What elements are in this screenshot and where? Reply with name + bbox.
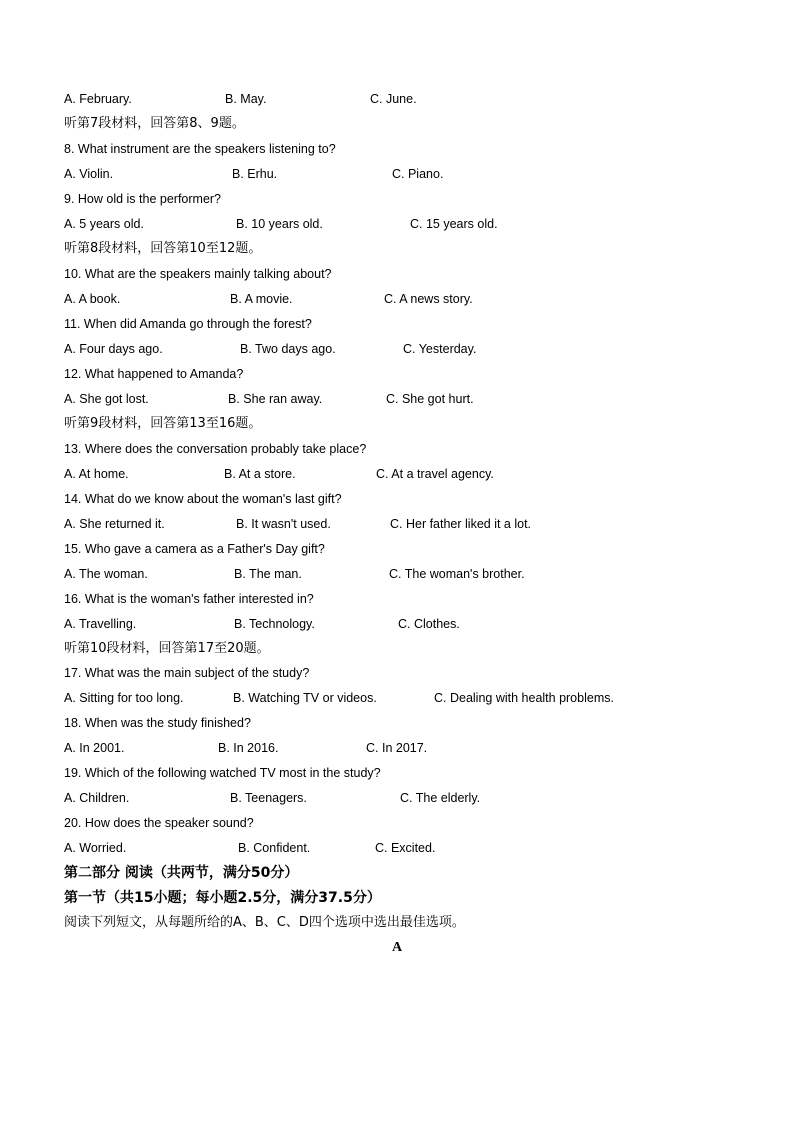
option-a: A. February. [64,92,132,106]
question-18: 18. When was the study finished? [64,716,251,730]
option-c: C. Clothes. [398,617,460,631]
option-b: B. Confident. [238,841,311,855]
option-a: A. Violin. [64,167,114,181]
option-b: B. At a store. [224,467,296,481]
option-a: A. She got lost. [64,392,149,406]
question-14: 14. What do we know about the woman's last gift? [64,492,342,506]
question-9: 9. How old is the performer? [64,192,222,206]
option-c: C. June. [370,92,417,106]
question-19: 19. Which of the following watched TV most in the study? [64,766,381,780]
option-a: A. Worried. [64,841,127,855]
option-a: A. In 2001. [64,741,125,755]
passage-label: A [391,940,403,955]
option-c: C. The woman's brother. [389,567,525,581]
option-b: B. Technology. [234,617,315,631]
option-c: C. 15 years old. [410,217,498,231]
question-12: 12. What happened to Amanda? [64,367,244,381]
option-c: C. At a travel agency. [376,467,494,481]
option-a: A. 5 years old. [64,217,144,231]
option-a: A. Children. [64,791,130,805]
option-c: C. She got hurt. [386,392,474,406]
question-13: 13. Where does the conversation probably take place? [64,442,367,456]
option-b: B. In 2016. [218,741,279,755]
question-17: 17. What was the main subject of the study? [64,666,310,680]
option-b: B. Two days ago. [240,342,336,356]
option-b: B. 10 years old. [236,217,323,231]
section-heading: 听第7段材料，回答第8、9题。 [64,116,245,131]
question-10: 10. What are the speakers mainly talking about? [64,267,332,281]
option-a: A. Sitting for too long. [64,691,184,705]
question-15: 15. Who gave a camera as a Father's Day gift? [64,542,325,556]
option-a: A. She returned it. [64,517,165,531]
part-heading: 第二部分 阅读（共两节，满分50分） [64,865,299,881]
option-c: C. Her father liked it a lot. [390,517,532,531]
option-b: B. A movie. [230,292,293,306]
option-c: C. Dealing with health problems. [434,691,614,705]
option-b: B. Erhu. [232,167,278,181]
section-heading: 听第8段材料，回答第10至12题。 [64,241,262,256]
option-c: C. The elderly. [400,791,481,805]
question-11: 11. When did Amanda go through the forest? [64,317,312,331]
section-heading: 听第9段材料，回答第13至16题。 [64,416,262,431]
option-b: B. The man. [234,567,302,581]
option-a: A. Travelling. [64,617,137,631]
option-c: C. Excited. [375,841,436,855]
question-16: 16. What is the woman's father interested in? [64,592,314,606]
option-b: B. Teenagers. [230,791,307,805]
question-20: 20. How does the speaker sound? [64,816,254,830]
option-b: B. It wasn't used. [236,517,331,531]
option-b: B. Watching TV or videos. [233,691,377,705]
option-a: A. A book. [64,292,121,306]
option-a: A. The woman. [64,567,148,581]
option-c: C. In 2017. [366,741,428,755]
section-heading: 听第10段材料，回答第17至20题。 [64,641,270,656]
option-c: C. Yesterday. [403,342,477,356]
option-a: A. At home. [64,467,129,481]
option-c: C. A news story. [384,292,473,306]
option-b: B. May. [225,92,267,106]
option-c: C. Piano. [392,167,444,181]
question-8: 8. What instrument are the speakers listening to? [64,142,336,156]
instruction-text: 阅读下列短文，从每题所给的A、B、C、D四个选项中选出最佳选项。 [64,915,465,930]
option-a: A. Four days ago. [64,342,163,356]
section-heading: 第一节（共15小题；每小题2.5分，满分37.5分） [64,890,381,906]
option-b: B. She ran away. [228,392,323,406]
